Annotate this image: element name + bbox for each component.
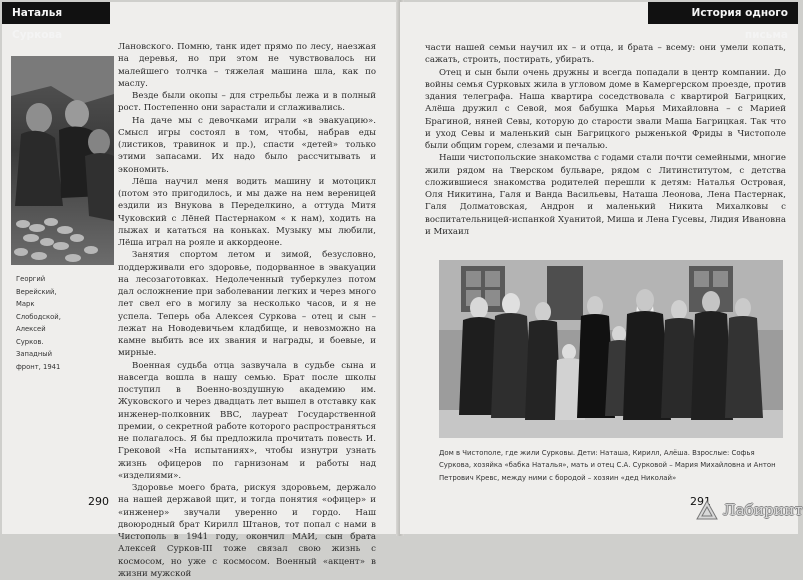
caption-line: Алексей <box>16 325 46 333</box>
paragraph: Лёша научил меня водить машину и мотоцикл (потом это пригодилось, и мы даже на нем вереницей ездили из Внукова в Переделкино, а оттуда Митя Чуковский с Лёней Пастернаком « к нам), ходить на лыжах и кататься на коньках. Музыку мы любили, Лёша играл на рояле и аккордеоне. <box>118 176 376 248</box>
right-page <box>400 2 803 534</box>
paragraph: Лановского. Помню, танк идет прямо по лесу, наезжая на деревья, но при этом не чувствовалось ни малейшего толчка – тяжелая машина шла, как по маслу. <box>118 42 376 89</box>
caption-line: Слободской, <box>16 312 61 321</box>
labirint-watermark <box>696 500 803 520</box>
right-photo-caption: Дом в Чистополе, где жили Сурковы. Дети: Наташа, Кирилл, Алёша. Взрослые: Софья Суркова, хозяйка «бабка Наталья», мать и отец С.А. Сурковой – Мария Михайловна и Антон Петрович Кревс, между ними с бородой – хозяин «дед Николай» <box>439 449 776 482</box>
labirint-logo-icon <box>696 500 718 520</box>
paragraph: На даче мы с девочками играли «в эвакуацию». Смысл игры состоял в том, чтобы, набрав еды (листиков, травинок и пр.), спасти «детей» только этими запасами. Их надо было рассчитывать и экономить. <box>118 115 376 175</box>
page-number-right: 291 <box>690 495 711 508</box>
page-number-left: 290 <box>88 495 109 508</box>
caption-line: Сурков. <box>16 337 44 346</box>
war-photo-image <box>11 56 114 265</box>
paragraph: Военная судьба отца зазвучала в судьбе сына и навсегда вошла в нашу семью. Брат после школы поступил в Военно-воздушную академию им. Жуковского и через двадцать лет вышел в отставку как инженер-полковник ВВС, лауреат Государственной премии, о секретной работе которого распространяться не полагалось. Я бы предложила прочитать повесть И. Грековой «На испытаниях», чтобы изнутри узнать жизнь офицеров по гарнизонам и работы над «изделиями». <box>118 360 376 481</box>
paragraph: Занятия спортом летом и зимой, безусловно, поддерживали его здоровье, подорванное в эвакуации на лесозаготовках. Недолеченный туберкулез потом дал осложнение при заболевании легких и через много лет свел его в могилу за несколько часов, и я не успела. Теперь оба Алексея Суркова – отец и сын – лежат на Новодевичьем кладбище, и невозможно на камне выбить все их звания и награды, и боевые, и мирные. <box>118 250 376 359</box>
paragraph: Везде были окопы – для стрельбы лежа и в полный рост. Постепенно они зарастали и сглаживались. <box>118 91 376 114</box>
family-photo <box>439 260 783 438</box>
left-body-text <box>118 41 376 580</box>
caption-line: фронт, 1941 <box>16 362 61 371</box>
caption-line: Западный <box>16 350 53 358</box>
caption-line: Георгий <box>16 275 46 283</box>
caption-line: Верейский, <box>16 287 57 296</box>
running-head-author: Наталья Суркова <box>2 2 110 24</box>
war-photo <box>11 56 114 265</box>
caption-line: Марк <box>16 300 35 308</box>
running-head-title: История одного письма <box>648 2 798 24</box>
left-page <box>2 2 399 579</box>
family-photo-image <box>439 260 783 438</box>
left-photo-caption <box>16 273 76 373</box>
right-body-text <box>425 42 786 238</box>
paragraph: части нашей семьи научил их – и отца, и брата – всему: они умели копать, сажать, строить, постирать, убирать. <box>425 43 786 66</box>
watermark-text: Лабиринт <box>723 501 803 519</box>
paragraph: Наши чистопольские знакомства с годами стали почти семейными, многие жили рядом на Тверском бульваре, рядом с Литинститутом, с детства сложившиеся знакомства родителей перешли к детям: Наталья Островая, Оля Никитина, Галя и Ванда Васильевы, Наташа Леонова, Лена Пастернак, Галя Долматовская, Андрон и маленький Никита Михалковы с воспитательницей-испанкой Хуанитой, Миша и Лена Гусевы, Лидия Ивановна и Михаил <box>425 153 786 237</box>
paragraph: Здоровье моего брата, рискуя здоровьем, держало на нашей державой щит, и тогда понятия «офицер» и «инженер» звучали уверенно и гордо. Наш двоюродный брат Кирилл Штанов, тот попал с нами в Чистополь в 1941 году, окончил МАИ, сын брата Алексей Сурков-III тоже связал свою жизнь с космосом, но уже с космосом. Военный «акцент» в жизни мужской <box>118 483 376 579</box>
paragraph: Отец и сын были очень дружны и всегда попадали в центр компании. До войны семья Сурковых жила в угловом доме в Камергерском проезде, против здания телеграфа. Наша квартира соседствовала с квартирой Багрицких, Алёша дружил с Севой, моя бабушка Марья Михайловна – с Марией Брагиной, няней Севы, которую до старости звали Маша Багрицкая. Так что и уход Севы и маленький сын Багрицкого рыженькой Фриды в Чистополе были общим горем, слезами и печалью. <box>425 67 786 151</box>
